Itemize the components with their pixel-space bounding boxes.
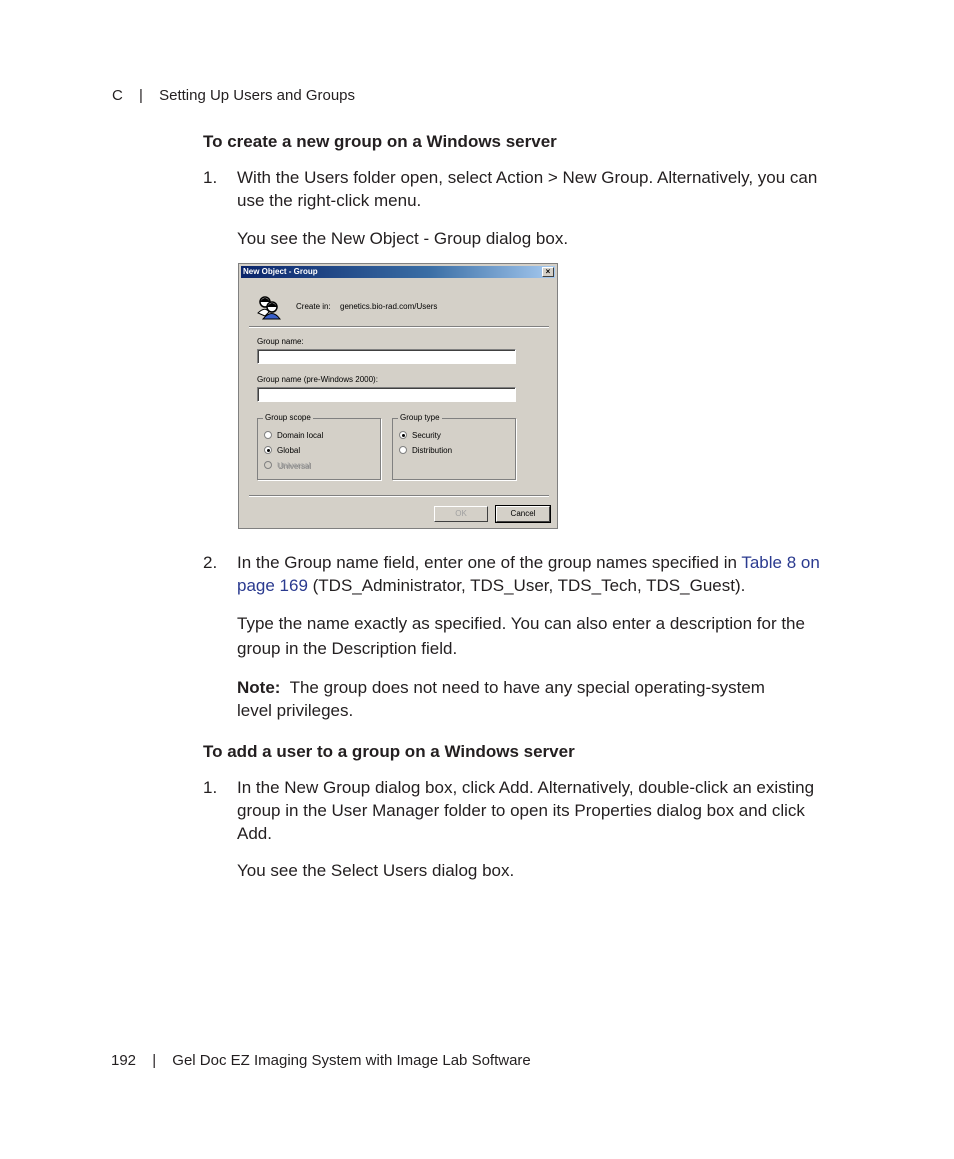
ok-button[interactable]: OK [434, 506, 488, 522]
running-footer [111, 1052, 531, 1069]
step-result: You see the Select Users dialog box. [237, 861, 515, 880]
radio-security[interactable] [399, 431, 407, 439]
radio-universal [264, 461, 272, 469]
radio-label-security: Security [412, 431, 441, 440]
header-separator: | [139, 87, 143, 104]
chapter-title: Setting Up Users and Groups [159, 87, 356, 104]
radio-label-global: Global [277, 446, 301, 455]
create-in-value: genetics.bio-rad.com/Users [340, 302, 438, 311]
radio-global[interactable] [264, 446, 272, 454]
section-heading-add-user: To add a user to a group on a Windows server [203, 742, 575, 761]
step-paragraph: Type the name exactly as specified. You can also enter a description for the group in the Description field. [237, 614, 805, 658]
step-number: 1. [203, 168, 218, 187]
step-number: 2. [203, 553, 218, 572]
step-result: You see the New Object - Group dialog box. [237, 229, 569, 248]
group-name-label: Group name: [257, 337, 304, 346]
note [237, 676, 792, 722]
group-name-pre2000-label: Group name (pre-Windows 2000): [257, 375, 378, 384]
step2-text-post: (TDS_Administrator, TDS_User, TDS_Tech, TDS_Guest). [307, 576, 746, 595]
group-type-box [392, 413, 516, 480]
running-header [112, 87, 355, 104]
new-object-group-dialog [238, 263, 558, 529]
group-name-pre2000-input[interactable] [257, 387, 516, 402]
step-number: 1. [203, 778, 218, 797]
group-scope-legend: Group scope [265, 413, 311, 422]
section-heading-create-group: To create a new group on a Windows server [203, 132, 557, 151]
radio-label-universal: Universal [277, 461, 311, 470]
cancel-button[interactable]: Cancel [496, 506, 550, 522]
note-label: Note: [237, 678, 281, 697]
table-link[interactable]: Table 8 on page 169 [237, 553, 820, 595]
group-scope-box [257, 413, 381, 480]
group-name-input[interactable] [257, 349, 516, 364]
dialog-titlebar [241, 266, 555, 278]
chapter-letter: C [112, 87, 123, 104]
radio-label-distribution: Distribution [412, 446, 453, 455]
close-button[interactable]: × [542, 267, 554, 277]
step2-text-pre: In the Group name field, enter one of the group names specified in [237, 553, 742, 572]
create-in-label: Create in: [296, 302, 331, 311]
step-text: With the Users folder open, select Action > New Group. Alternatively, you can use the right-click menu. [237, 168, 818, 210]
divider [249, 326, 549, 328]
group-icon [257, 294, 281, 320]
note-text: The group does not need to have any special operating-system level privileges. [237, 678, 765, 720]
book-title: Gel Doc EZ Imaging System with Image Lab Software [172, 1052, 531, 1069]
radio-distribution[interactable] [399, 446, 407, 454]
radio-domain-local[interactable] [264, 431, 272, 439]
step-text [237, 551, 837, 597]
page-number: 192 [111, 1052, 137, 1069]
divider-bottom [249, 495, 549, 497]
footer-separator: | [152, 1052, 157, 1069]
dialog-title: New Object - Group [243, 267, 318, 276]
radio-label-domain-local: Domain local [277, 431, 324, 440]
step-text: In the New Group dialog box, click Add. Alternatively, double-click an existing group in the User Manager folder to open its Properties dialog box and click Add. [237, 778, 815, 843]
group-type-legend: Group type [400, 413, 440, 422]
